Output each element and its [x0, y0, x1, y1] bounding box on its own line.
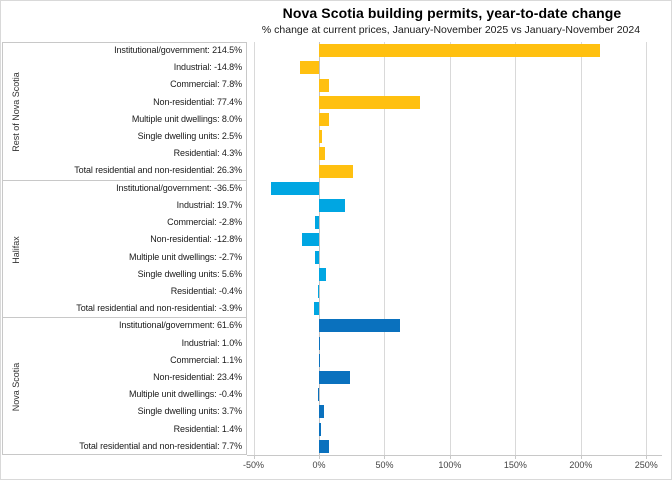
bar-industrial: [300, 61, 319, 74]
bar-residential: [319, 147, 325, 160]
gridline: [450, 42, 451, 455]
category-label: Non-residential: 23.4%: [153, 371, 242, 382]
category-label: Industrial: 19.7%: [176, 199, 242, 210]
axis-tick: [515, 455, 516, 459]
category-label: Commercial: 7.8%: [170, 79, 242, 90]
axis-tick: [581, 455, 582, 459]
bar-industrial: [319, 337, 320, 350]
category-label: Institutional/government: 214.5%: [114, 45, 242, 55]
category-label: Commercial: 1.1%: [170, 354, 242, 365]
bar-multiple-unit-dwellings: [319, 113, 329, 126]
bar-commercial: [319, 354, 320, 367]
category-label: Multiple unit dwellings: 8.0%: [131, 113, 242, 124]
category-label: Residential: -0.4%: [170, 285, 242, 296]
axis-tick: [450, 455, 451, 459]
bar-multiple-unit-dwellings: [318, 388, 319, 401]
category-label: Residential: 4.3%: [173, 148, 242, 159]
x-tick-label: 150%: [503, 460, 527, 470]
bar-single-dwelling-units: [319, 405, 324, 418]
category-label: Residential: 1.4%: [173, 423, 242, 434]
x-tick-label: 200%: [569, 460, 593, 470]
category-axis: [2, 42, 247, 455]
x-tick-label: 100%: [438, 460, 462, 470]
bar-commercial: [315, 216, 319, 229]
bar-total-residential-and-non-residential: [319, 165, 353, 178]
bar-non-residential: [319, 96, 420, 109]
category-label: Total residential and non-residential: 26.3%: [74, 165, 242, 176]
x-tick-label: 50%: [375, 460, 394, 470]
axis-tick: [646, 455, 647, 459]
chart-subtitle: % change at current prices, January-November 2025 vs January-November 2024: [261, 24, 641, 36]
category-label: Multiple unit dwellings: -0.4%: [128, 389, 242, 400]
gridline: [254, 42, 255, 455]
bar-institutional-government: [319, 44, 600, 57]
category-label: Single dwelling units: 3.7%: [137, 406, 242, 417]
bar-non-residential: [302, 233, 319, 246]
plot-area: [247, 42, 662, 456]
bar-industrial: [319, 199, 345, 212]
bar-single-dwelling-units: [319, 130, 322, 143]
gridline: [581, 42, 582, 455]
category-label: Non-residential: -12.8%: [150, 234, 242, 245]
category-label: Industrial: -14.8%: [173, 62, 242, 73]
category-label: Commercial: -2.8%: [167, 217, 242, 228]
bar-non-residential: [319, 371, 350, 384]
category-label: Non-residential: 77.4%: [153, 96, 242, 107]
x-tick-label: 250%: [634, 460, 658, 470]
bar-total-residential-and-non-residential: [319, 440, 329, 453]
gridline: [515, 42, 516, 455]
bar-institutional-government: [271, 182, 319, 195]
category-label: Single dwelling units: 5.6%: [137, 268, 242, 279]
axis-tick: [384, 455, 385, 459]
bar-institutional-government: [319, 319, 400, 332]
axis-tick: [254, 455, 255, 459]
bar-commercial: [319, 79, 329, 92]
category-label: Multiple unit dwellings: -2.7%: [128, 251, 242, 262]
category-label: Total residential and non-residential: 7.7%: [79, 440, 242, 451]
bar-residential: [318, 285, 319, 298]
gridline: [646, 42, 647, 455]
chart-title: Nova Scotia building permits, year-to-date change: [282, 5, 622, 21]
group-label: Halifax: [11, 235, 21, 264]
group-label: Nova Scotia: [11, 362, 21, 412]
axis-tick: [319, 455, 320, 459]
bar-single-dwelling-units: [319, 268, 326, 281]
bar-total-residential-and-non-residential: [314, 302, 319, 315]
bar-multiple-unit-dwellings: [315, 251, 319, 264]
x-tick-label: 0%: [312, 460, 326, 470]
category-label: Institutional/government: -36.5%: [116, 182, 242, 193]
category-label: Total residential and non-residential: -3.9%: [76, 303, 242, 314]
x-tick-label: -50%: [243, 460, 265, 470]
category-label: Institutional/government: 61.6%: [119, 320, 242, 331]
group-label: Rest of Nova Scotia: [11, 72, 21, 152]
category-label: Single dwelling units: 2.5%: [137, 131, 242, 142]
bar-residential: [319, 423, 321, 436]
category-label: Industrial: 1.0%: [181, 337, 242, 348]
